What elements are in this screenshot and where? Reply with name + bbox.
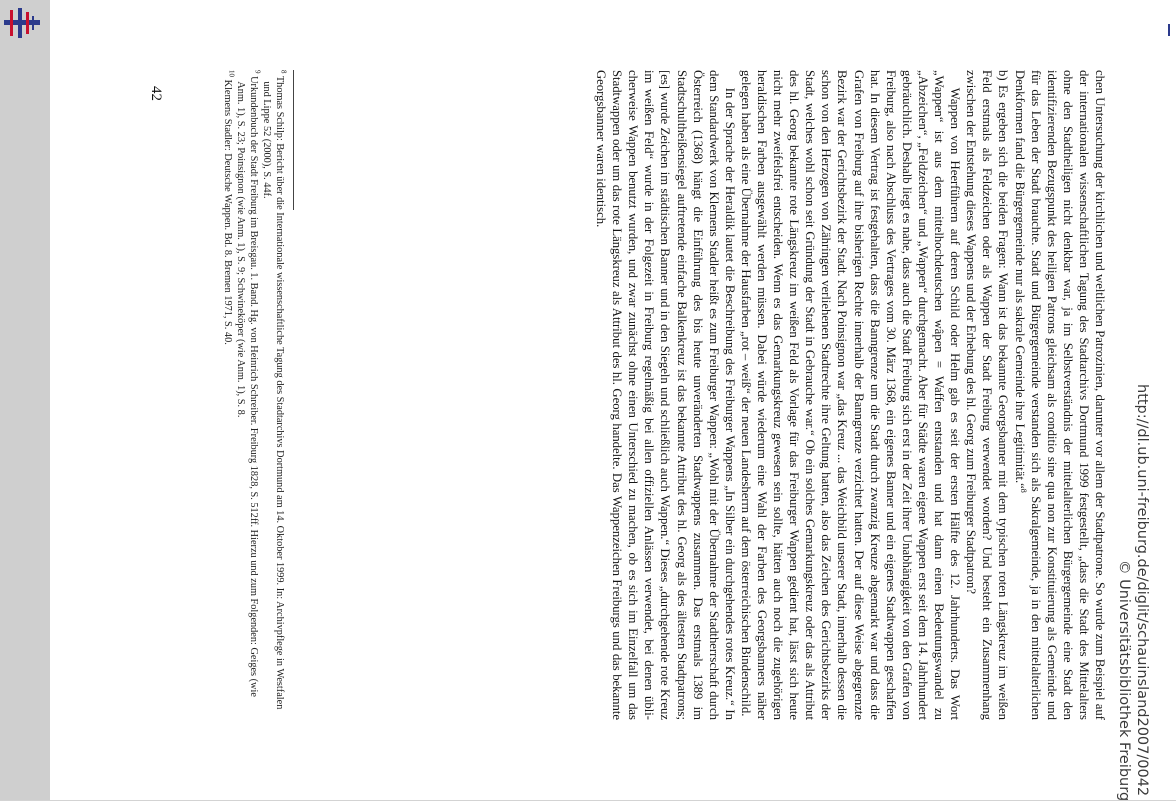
footnote-9: $^9$ Urkundenbuch der Stadt Freiburg im Breisgau. 1. Band. Hg. von Heinrich Schreiber. Freiburg 1828, S. 512ff. Hierzu und zum Folgenden: Geiges (wie Anm. 1), S. 23; Poinsignon (wie Anm. 1), S. 9; Schwineköper (wie Anm. 1), S. 8. xyxy=(235,70,262,697)
viewer-sidebar xyxy=(0,0,50,800)
footnotes xyxy=(221,70,286,720)
footnote-10: $^{10}$ Klemens Stadler: Deutsche Wappen. Bd. 8. Bremen 1971, S. 40. xyxy=(222,70,236,345)
watermark-copyright: © Universitätsbibliothek Freiburg xyxy=(1116,560,1132,801)
scanned-page xyxy=(50,0,1176,800)
footnote-8: $^8$ Thomas Schilp: Bericht über die Internationale wissenschaftliche Tagung des Stadtarchivs Dortmund am 14. Oktober 1999. In: Archivpflege in Westfalen und Lippe 52 (2000), S. 44f. xyxy=(261,70,288,710)
page-number: 42 xyxy=(148,86,164,101)
university-logo-icon[interactable] xyxy=(4,8,40,38)
paragraph-3: Wappen von Heerführern auf deren Schild oder Helm gab es seit der ersten Hälfte des 12. Jahrhunderts. Das Wort „Wappen“ ist aus dem mittelhochdeutschen wâpen = Waffen entstanden und hat dann einen Bedeutungswandel zu „Abzeichen“, „Feldzeichen“ und „Wappen“ durchgemacht. Aber für Städte waren eigene Wappen erst seit dem 14. Jahrhundert gebräuchlich. Deshalb liegt es nahe, dass auch die Stadt Freiburg sich erst in der Zeit ihrer Unabhängigkeit von den Grafen von Freiburg, also nach Abschluss des Vertrages vom 30. März 1368, ein eigenes Banner und ein eigenes Stadtwappen geschaffen hat. In diesem Vertrag ist festgehalten, dass die Banngrenze um die Stadt durch zwanzig Kreuze abgemarkt war und dass die Grafen von Freiburg auf ihre bisherigen Rechte innerhalb der Banngrenze verzichtet hatten. Der auf diese Weise abgegrenzte Bezirk war der Gerichtsbezirk der Stadt. Nach Poinsignon war „das Kreuz ... das Weichbild unserer Stadt, innerhalb dessen die schon von den Herzogen von Zähringen verliehenen Stadtrechte ihre Geltung hatten, also das Zeichen des Gerichtsbezirks der Stadt, welches wohl schon seit Gründung der Stadt in Gebrauche war.“ Ob ein solches Gemarkungskreuz oder das als Attribut des hl. Georg bekannte rote Längskreuz im weißen Feld als Vorlage für das Freiburger Wappen gedient hat, lässt sich heute nicht mehr zweifelsfrei entscheiden. Wenn es das Gemarkungskreuz gewesen sein sollte, hätten auch noch die zugehörigen heraldischen Farben ausgewählt werden müssen. Dabei würde wiederum eine Wahl der Farben des Georgsbanners näher gelegen haben als eine Übernahme der Hausfarben „rot – weiß“ der neuen Landesherrn auf dem österreichischen Bindenschild. xyxy=(738,70,963,720)
footnote-divider xyxy=(293,70,294,210)
paragraph-1: chen Untersuchung der kirchlichen und weltlichen Patrozinien, darunter vor allem der Stadtpatrone. So wurde zum Beispiel auf der internationalen wissenschaftlichen Tagung des Stadtarchivs Dortmund 1999 festgestellt, „dass die Stadt des Mittelalters ohne den Stadtheiligen nicht denkbar war, ja im Selbstverständnis der mittelalterlichen Bürgergemeinde eine Stadt den identifizierenden Bezugspunkt des heiligen Patrons gleichsam als conditio sine qua non zur Konstituierung als Gemeinde und für das Leben der Stadt brauchte. Stadt und Bürgergemeinde verstanden sich als Sakralgemeinde, ja in den mittelalterlichen Denkformen fand die Bürgergemeinde nur als sakrale Gemeinde ihre Legitimität.“$^8$ xyxy=(1012,70,1107,720)
paragraph-4: In der Sprache der Heraldik lautet die Beschreibung des Freiburger Wappens „In Silber ein durchgehendes rotes Kreuz.“ In dem Standardwerk von Klemens Stadler heißt es zum Freiburger Wappen: „Wohl mit der Übernahme der Stadtherrschaft durch Österreich (1368) hängt die Einführung des bis heute unveränderten Stadtwappens zusammen. Das erstmals 1389 im Stadtschultheißensiegel auftretende einfache Balkenkreuz ist das bekannte Attribut des hl. Georg als des ältesten Stadtpatrons; [es] wurde Zeichen im städtischen Banner und in den Siegeln und schließlich auch Wappen.“ Dieses „durchgehende rote Kreuz im weißen Feld“ wurde in der Folgezeit in Freiburg regelmäßig bei allen offiziellen Anlässen verwendet, bei denen üblicherweise Wappen benutzt wurden, und zwar zunächst ohne einen Unterschied zu machen, ob es sich im Einzelfall um das Stadtwappen oder um das rote Längskreuz als Attribut des hl. Georg handelte. Das Wappenzeichen Freiburgs und das bekannte Georgsbanner waren identisch. xyxy=(594,70,737,720)
page-content-rotated xyxy=(50,0,1176,800)
body-text xyxy=(593,70,1108,720)
paragraph-2: b) Es ergeben sich die beiden Fragen: Wann ist das bekannte Georgsbanner mit dem typischen roten Längskreuz im weißen Feld erstmals als Feldzeichen oder als Wappen der Stadt Freiburg verwendet worden? Und besteht ein Zusammenhang zwischen der Entstehung dieses Wappens und der Erhebung des hl. Georg zum Freiburger Stadtpatron? xyxy=(964,70,1011,720)
watermark-url: http://dl.ub.uni-freiburg.de/diglit/schauinsland2007/0042 xyxy=(1134,384,1150,797)
watermark xyxy=(1116,0,1176,801)
footnote-ref-8: 8 xyxy=(1018,488,1028,493)
